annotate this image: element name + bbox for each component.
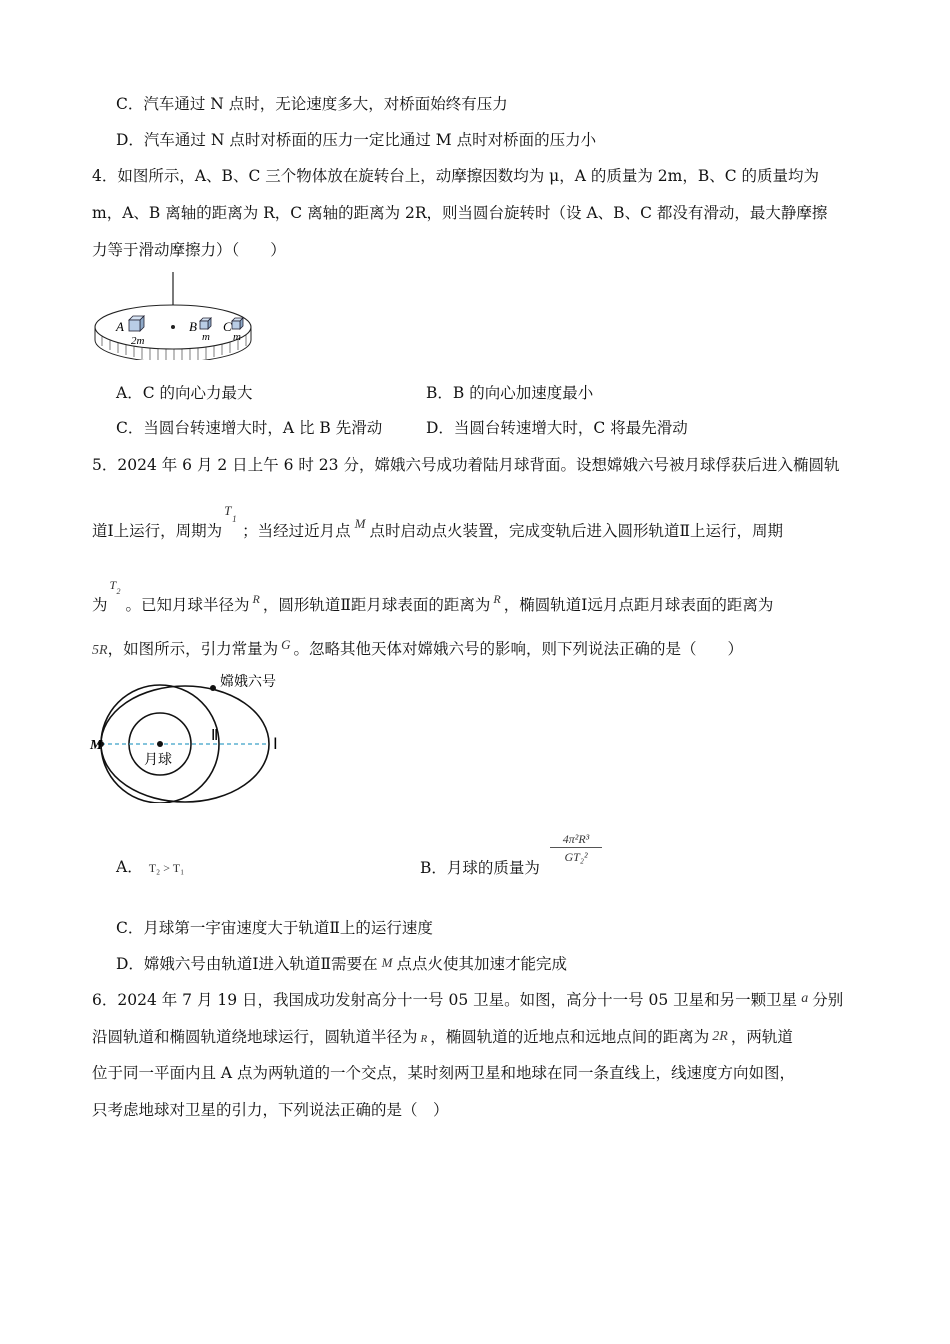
moon-center	[157, 741, 163, 747]
q5-option-d	[116, 953, 567, 976]
m-label: M	[90, 738, 103, 753]
period-inequality: T₂ > T₁	[148, 861, 185, 875]
axis-center	[171, 325, 175, 329]
mass-a: 2m	[131, 335, 145, 347]
orbit-1-label: Ⅰ	[273, 736, 278, 753]
label-b: B	[189, 319, 197, 334]
q5-option-b: B．月球的质量为	[420, 859, 540, 877]
q4-option-c: C．当圆台转速增大时，A 比 B 先滑动	[116, 419, 383, 437]
symbol-5r: 5R	[92, 643, 108, 658]
q3-option-c: C．汽车通过 N 点时，无论速度多大，对桥面始终有压力	[116, 95, 508, 113]
q4-stem-line1: 4．如图所示，A、B、C 三个物体放在旋转台上，动摩擦因数均为 μ，A 的质量为 2m，B、C 的质量均为	[92, 167, 820, 185]
q5-text: 点点火使其加速才能完成	[396, 955, 567, 973]
q5-text: ；当经过近月点	[242, 522, 351, 540]
q5-text: ，如图所示，引力常量为	[107, 640, 279, 658]
q4-option-a: A．C 的向心力最大	[116, 384, 253, 402]
q6-text: 分别	[812, 991, 844, 1009]
symbol-m: M	[354, 516, 366, 531]
q5-text: ，椭圆轨道Ⅰ远月点距月球表面的距离为	[503, 596, 774, 614]
q6-text: 沿圆轨道和椭圆轨道绕地球运行，圆轨道半径为	[92, 1028, 418, 1046]
option-label: A．	[116, 858, 143, 876]
symbol-t1: T 1	[224, 503, 237, 524]
q5-text: ，圆形轨道Ⅱ距月球表面的距离为	[262, 596, 491, 614]
q4-option-b: B．B 的向心加速度最小	[426, 384, 594, 402]
symbol-m: M	[381, 955, 393, 970]
orbit-2-label: Ⅱ	[211, 728, 219, 744]
q5-text: 点时启动点火装置，完成变轨后进入圆形轨道Ⅱ上运行，周期	[369, 522, 784, 540]
turntable-figure	[92, 270, 262, 360]
q6-stem-line1	[92, 989, 843, 1013]
symbol-a: a	[801, 991, 809, 1006]
orbit-figure	[88, 668, 303, 803]
symbol-r: R	[493, 592, 501, 606]
q5-text: 为	[92, 596, 108, 614]
symbol-r: R	[252, 592, 260, 606]
symbol-r: R	[420, 1033, 428, 1045]
q5-text: 。忽略其他天体对嫦娥六号的影响，则下列说法正确的是（ ）	[293, 640, 743, 658]
q6-text: 6．2024 年 7 月 19 日，我国成功发射高分十一号 05 卫星。如图，高分十一号 05 卫星和另一颗卫星	[92, 991, 798, 1009]
block-a	[129, 316, 144, 331]
q6-stem-line3: 位于同一平面内且 A 点为两轨道的一个交点，某时刻两卫星和地球在同一条直线上，线速度方向如图，	[92, 1064, 796, 1082]
block-b	[200, 318, 211, 329]
label-a: A	[116, 319, 124, 334]
q4-option-d: D．当圆台转速增大时，C 将最先滑动	[426, 419, 688, 437]
q5-text: 道Ⅰ上运行，周期为	[92, 522, 223, 540]
chang-e-6-craft	[210, 685, 216, 691]
q5-stem-line4	[92, 638, 743, 662]
symbol-g: G	[281, 637, 291, 652]
mass-c: m	[233, 331, 241, 343]
q5-stem-line1: 5．2024 年 6 月 2 日上午 6 时 23 分，嫦娥六号成功着陆月球背面。设想嫦娥六号被月球俘获后进入椭圆轨	[92, 456, 840, 474]
moon-mass-fraction	[550, 832, 602, 865]
q6-stem-line2	[92, 1026, 793, 1050]
q4-stem-line2: m，A、B 离轴的距离为 R，C 离轴的距离为 2R，则当圆台旋转时（设 A、B、C 都没有滑动，最大静摩擦	[92, 204, 828, 222]
q4-stem-line3: 力等于滑动摩擦力）（ ）	[92, 241, 286, 259]
q5-option-a	[116, 856, 184, 879]
label-c: C	[223, 319, 232, 334]
q6-text: ，椭圆轨道的近地点和远地点间的距离为	[430, 1028, 710, 1046]
q5-option-c: C．月球第一宇宙速度大于轨道Ⅱ上的运行速度	[116, 919, 433, 937]
q5-text: D．嫦娥六号由轨道Ⅰ进入轨道Ⅱ需要在	[116, 955, 378, 973]
q3-option-d: D．汽车通过 N 点时对桥面的压力一定比通过 M 点时对桥面的压力小	[116, 131, 597, 149]
craft-label: 嫦娥六号	[220, 674, 276, 690]
symbol-t2: T 2	[109, 578, 121, 596]
fraction-numerator: 4π²R³	[550, 832, 602, 848]
q5-stem-line3	[92, 578, 774, 617]
q5-text: 。已知月球半径为	[125, 596, 250, 614]
block-c	[232, 318, 243, 329]
q6-stem-line4: 只考虑地球对卫星的引力，下列说法正确的是（ ）	[92, 1101, 449, 1119]
q6-text: ，两轨道	[730, 1028, 793, 1046]
moon-label: 月球	[144, 752, 172, 768]
symbol-2r: 2R	[712, 1029, 728, 1044]
q5-stem-line2	[92, 503, 784, 543]
mass-b: m	[202, 331, 210, 343]
fraction-denominator: GT₂²	[564, 850, 588, 864]
